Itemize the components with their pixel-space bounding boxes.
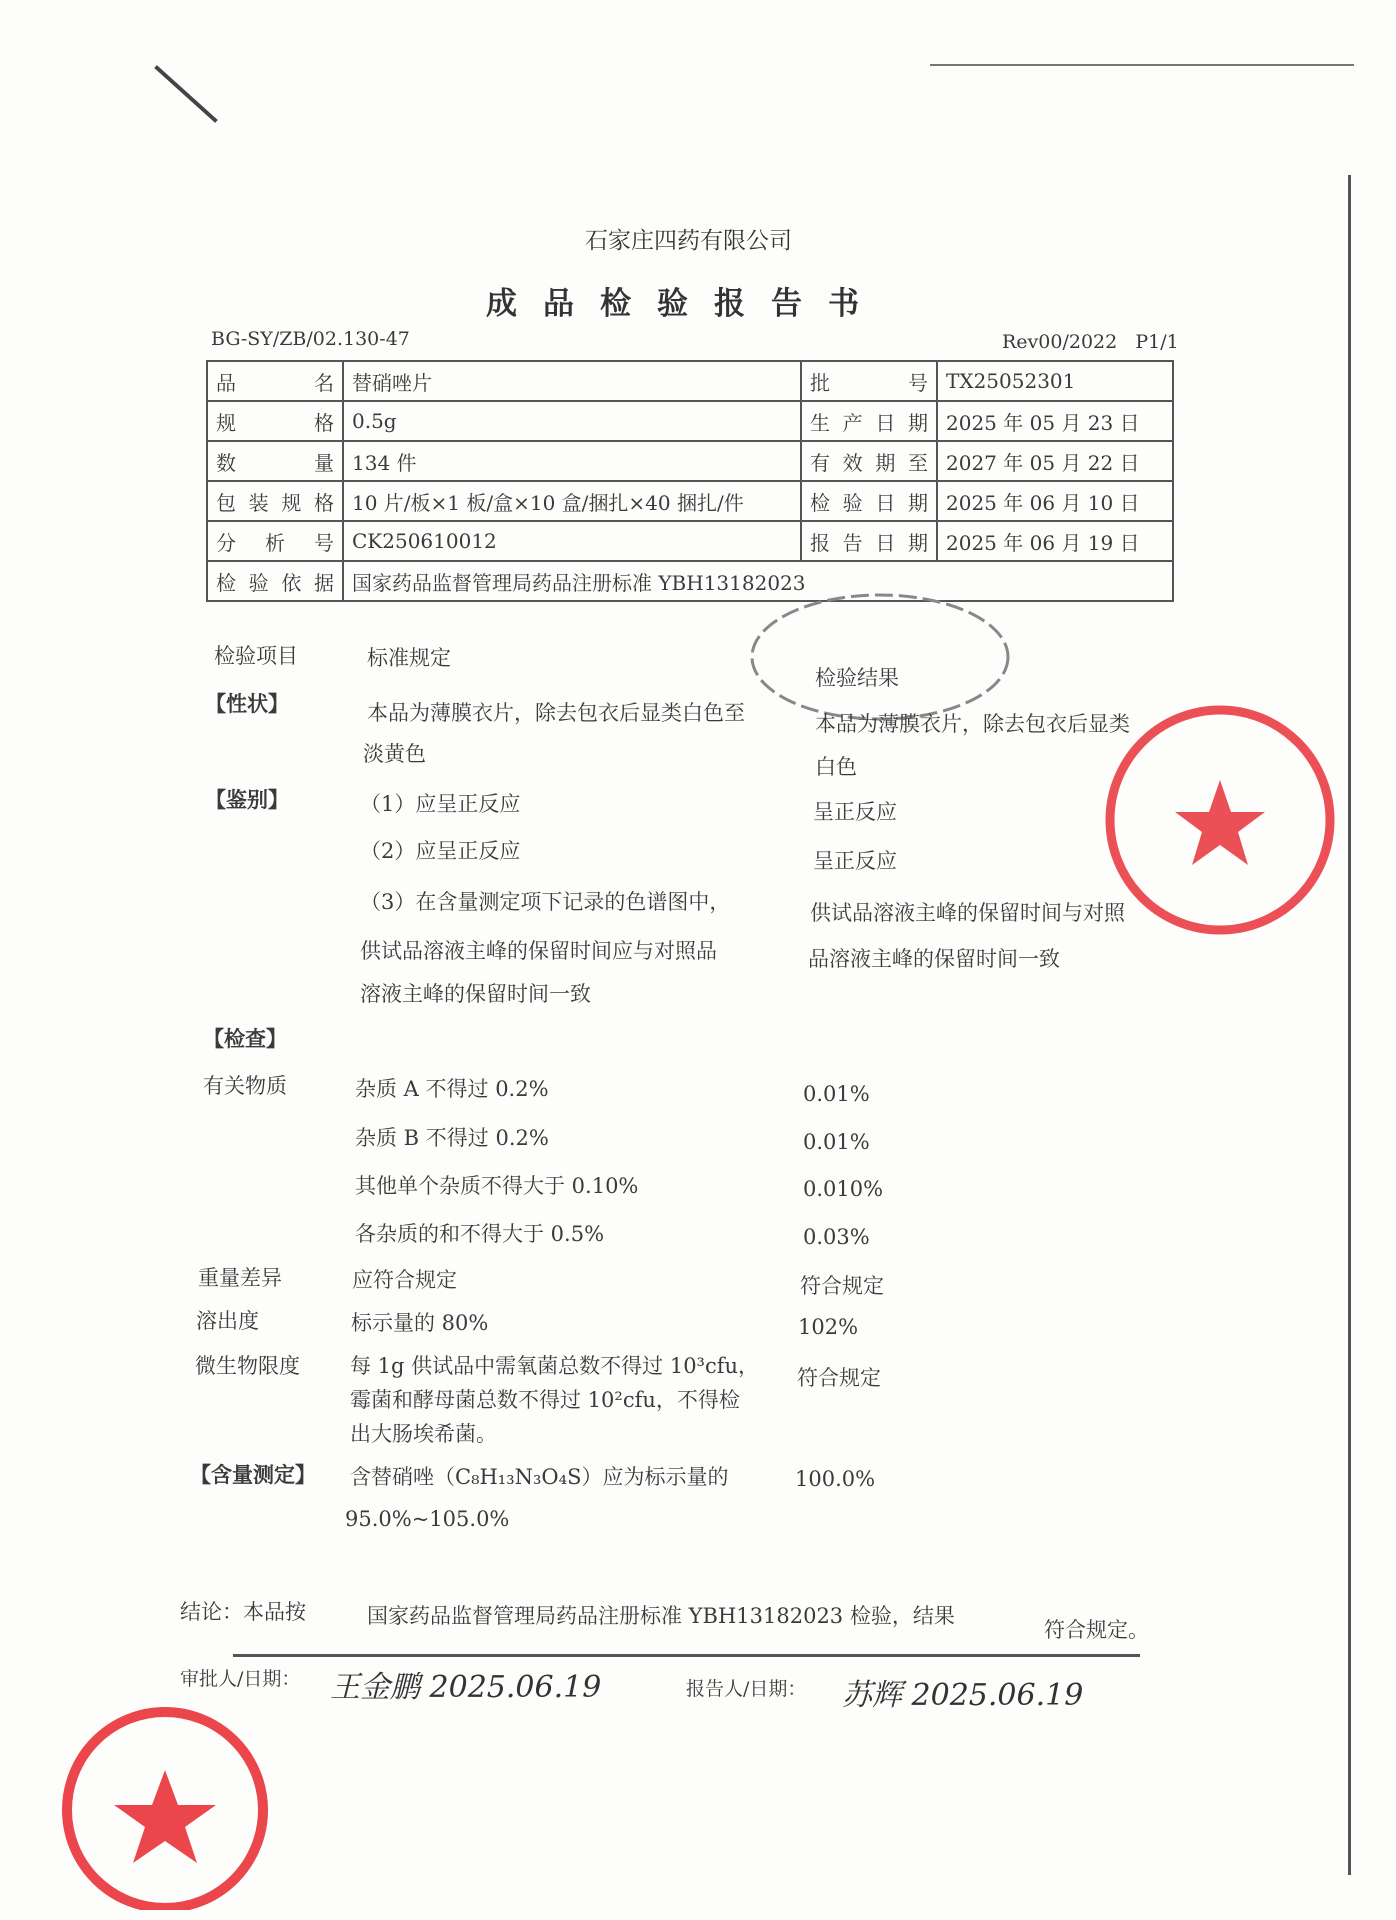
info-row xyxy=(207,561,1173,601)
left-company-stamp xyxy=(30,1700,300,1910)
weight-label: 重量差异 xyxy=(198,1266,282,1290)
weight-std: 应符合规定 xyxy=(352,1268,457,1292)
page-number: P1/1 xyxy=(1135,331,1179,353)
related-res: 0.01% xyxy=(803,1082,870,1106)
info-row xyxy=(207,361,1173,401)
related-std: 其他单个杂质不得大于 0.10% xyxy=(355,1174,639,1198)
info-r-value: 2025 年 06 月 19 日 xyxy=(937,521,1173,561)
reporter-label: 报告人/日期： xyxy=(686,1678,807,1700)
info-l-value: 0.5g xyxy=(343,401,801,441)
reporter-signature: 苏辉 2025.06.19 xyxy=(842,1678,1084,1713)
approver-signature: 王金鹏 2025.06.19 xyxy=(330,1670,602,1705)
info-l-label: 数量 xyxy=(207,441,343,481)
info-l-label: 分析号 xyxy=(207,521,343,561)
approver-label: 审批人/日期： xyxy=(180,1668,301,1690)
identification-label: 【鉴别】 xyxy=(205,787,289,812)
revision-text: Rev00/2022 xyxy=(1002,331,1118,353)
assay-res: 100.0% xyxy=(795,1467,876,1491)
micro-std-2: 霉菌和酵母菌总数不得过 10²cfu，不得检 xyxy=(350,1388,740,1412)
related-res: 0.010% xyxy=(803,1177,884,1201)
related-std: 杂质 A 不得过 0.2% xyxy=(355,1077,549,1101)
info-l-label: 检验依据 xyxy=(207,561,343,601)
info-row xyxy=(207,441,1173,481)
page-border-right xyxy=(1348,175,1351,1875)
assay-std-range: 95.0%~105.0% xyxy=(345,1507,510,1531)
info-l-label: 规格 xyxy=(207,401,343,441)
info-r-label: 批号 xyxy=(801,361,937,401)
ident-res-2: 呈正反应 xyxy=(813,849,897,873)
conclusion-label: 结论：本品按 xyxy=(180,1600,306,1624)
micro-res: 符合规定 xyxy=(797,1366,881,1390)
info-r-value: 2025 年 06 月 10 日 xyxy=(937,481,1173,521)
product-info-table xyxy=(206,360,1174,602)
related-std: 杂质 B 不得过 0.2% xyxy=(355,1126,549,1150)
report-title: 成品检验报告书 xyxy=(486,286,885,322)
info-l-label: 包装规格 xyxy=(207,481,343,521)
info-row xyxy=(207,521,1173,561)
doc-code: BG-SY/ZB/02.130-47 xyxy=(211,328,410,350)
dissolution-res: 102% xyxy=(798,1315,859,1339)
micro-label: 微生物限度 xyxy=(195,1354,300,1378)
related-res: 0.03% xyxy=(803,1225,870,1249)
info-r-label: 有效期至 xyxy=(801,441,937,481)
signature-divider xyxy=(233,1654,1140,1657)
ident-std-3c: 溶液主峰的保留时间一致 xyxy=(360,982,591,1006)
appearance-std-1: 本品为薄膜衣片，除去包衣后显类白色至 xyxy=(367,701,745,725)
ident-res-3a: 供试品溶液主峰的保留时间与对照 xyxy=(810,901,1125,925)
related-label: 有关物质 xyxy=(203,1074,287,1098)
conclusion-text: 国家药品监督管理局药品注册标准 YBH13182023 检验，结果 xyxy=(367,1604,955,1628)
info-r-value: 2025 年 05 月 23 日 xyxy=(937,401,1173,441)
info-row xyxy=(207,401,1173,441)
ident-std-1: （1）应呈正反应 xyxy=(360,792,521,816)
appearance-std-2: 淡黄色 xyxy=(363,742,426,766)
scan-mark xyxy=(154,65,218,123)
info-l-value: 国家药品监督管理局药品注册标准 YBH13182023 xyxy=(343,561,1173,601)
assay-label: 【含量测定】 xyxy=(190,1462,316,1487)
info-r-label: 报告日期 xyxy=(801,521,937,561)
revision xyxy=(1002,331,1179,353)
col-item: 检验项目 xyxy=(214,644,298,668)
dissolution-std: 标示量的 80% xyxy=(351,1311,489,1335)
appearance-res-1: 本品为薄膜衣片，除去包衣后显类 xyxy=(815,712,1130,736)
related-res: 0.01% xyxy=(803,1130,870,1154)
ident-std-3b: 供试品溶液主峰的保留时间应与对照品 xyxy=(360,939,717,963)
appearance-label: 【性状】 xyxy=(205,691,289,716)
related-std: 各杂质的和不得大于 0.5% xyxy=(355,1222,605,1246)
info-r-label: 检验日期 xyxy=(801,481,937,521)
info-l-value: 10 片/板×1 板/盒×10 盒/捆扎×40 捆扎/件 xyxy=(343,481,801,521)
info-l-value: 替硝唑片 xyxy=(343,361,801,401)
weight-res: 符合规定 xyxy=(800,1274,884,1298)
dissolution-label: 溶出度 xyxy=(196,1309,259,1333)
col-standard: 标准规定 xyxy=(367,646,451,670)
ident-std-2: （2）应呈正反应 xyxy=(360,839,521,863)
ident-res-3b: 品溶液主峰的保留时间一致 xyxy=(808,947,1060,971)
info-l-label: 品名 xyxy=(207,361,343,401)
info-l-value: CK250610012 xyxy=(343,521,801,561)
tests-label: 【检查】 xyxy=(203,1026,287,1051)
micro-std-1: 每 1g 供试品中需氧菌总数不得过 10³cfu， xyxy=(350,1354,760,1378)
ident-std-3a: （3）在含量测定项下记录的色谱图中， xyxy=(360,890,731,914)
right-company-stamp xyxy=(1100,695,1340,945)
conclusion-result: 符合规定。 xyxy=(1044,1618,1149,1642)
ident-res-1: 呈正反应 xyxy=(813,800,897,824)
appearance-res-2: 白色 xyxy=(815,755,857,779)
col-result: 检验结果 xyxy=(815,666,899,690)
info-r-value: TX25052301 xyxy=(937,361,1173,401)
info-row xyxy=(207,481,1173,521)
info-r-label: 生产日期 xyxy=(801,401,937,441)
page-border-top xyxy=(930,64,1354,66)
company-name: 石家庄四药有限公司 xyxy=(585,228,792,254)
assay-std: 含替硝唑（C₈H₁₃N₃O₄S）应为标示量的 xyxy=(350,1465,729,1489)
info-l-value: 134 件 xyxy=(343,441,801,481)
micro-std-3: 出大肠埃希菌。 xyxy=(350,1422,497,1446)
info-r-value: 2027 年 05 月 22 日 xyxy=(937,441,1173,481)
